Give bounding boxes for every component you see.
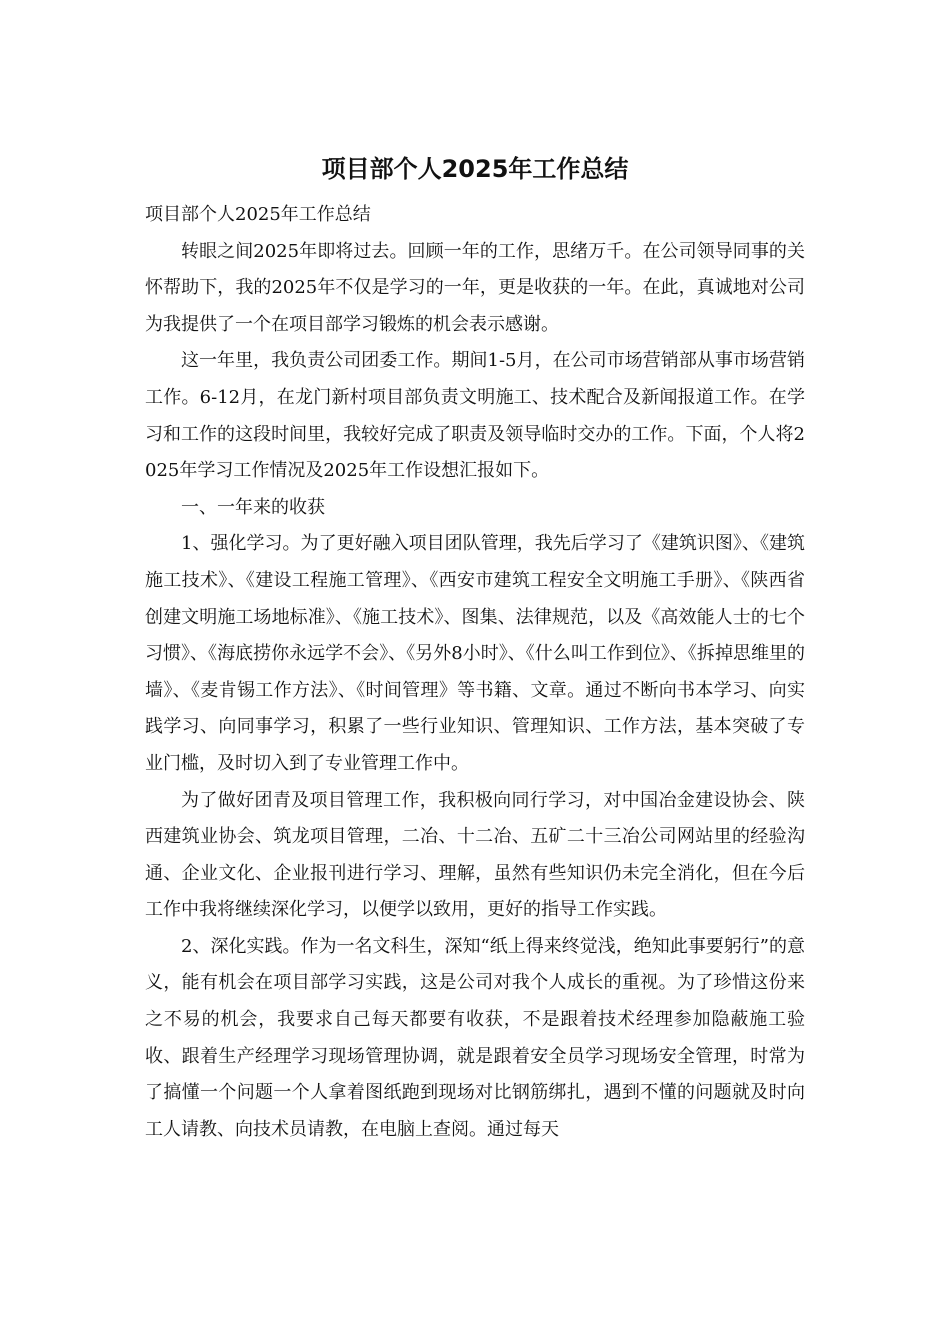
paragraph-intro: 转眼之间2025年即将过去。回顾一年的工作，思绪万千。在公司领导同事的关怀帮助下，我的2025年不仅是学习的一年，更是收获的一年。在此，真诚地对公司为我提供了一个在项目部学习锻炼的机会表示感谢。 <box>145 240 805 335</box>
document-subtitle: 项目部个人2025年工作总结 <box>145 204 371 225</box>
paragraph-strengthen-learning: 1、强化学习。为了更好融入项目团队管理，我先后学习了《建筑识图》、《建筑施工技术》、《建设工程施工管理》、《西安市建筑工程安全文明施工手册》、《陕西省创建文明施工场地标准》、《施工技术》、图集、法律规范，以及《高效能人士的七个习惯》、《海底捞你永远学不会》、《另外8小时》、《什么叫工作到位》、《拆掉思维里的墙》、《麦肯锡工作方法》、《时间管理》等书籍、文章。通过不断向书本学习、向实践学习、向同事学习，积累了一些行业知识、管理知识、工作方法，基本突破了专业门槛，及时切入到了专业管理工作中。 <box>145 533 805 774</box>
paragraph-deepen-practice: 2、深化实践。作为一名文科生，深知“纸上得来终觉浅，绝知此事要躬行”的意义，能有机会在项目部学习实践，这是公司对我个人成长的重视。为了珍惜这份来之不易的机会，我要求自己每天都要有收获，不是跟着技术经理参加隐蔽施工验收、跟着生产经理学习现场管理协调，就是跟着安全员学习现场安全管理，时常为了搞懂一个问题一个人拿着图纸跑到现场对比钢筋绑扎，遇到不懂的问题就及时向工人请教、向技术员请教，在电脑上查阅。通过每天 <box>145 935 805 1140</box>
document-title: 项目部个人2025年工作总结 <box>321 155 629 183</box>
paragraph-peer-learning: 为了做好团青及项目管理工作，我积极向同行学习，对中国冶金建设协会、陕西建筑业协会、筑龙项目管理，二冶、十二冶、五矿二十三冶公司网站里的经验沟通、企业文化、企业报刊进行学习、理解，虽然有些知识仍未完全消化，但在今后工作中我将继续深化学习，以便学以致用，更好的指导工作实践。 <box>145 789 805 921</box>
paragraph-duties: 这一年里，我负责公司团委工作。期间1-5月，在公司市场营销部从事市场营销工作。6-12月，在龙门新村项目部负责文明施工、技术配合及新闻报道工作。在学习和工作的这段时间里，我较好完成了职责及领导临时交办的工作。下面，个人将2025年学习工作情况及2025年工作设想汇报如下。 <box>145 350 805 482</box>
document-body <box>145 197 805 1148</box>
section-heading-harvest: 一、一年来的收获 <box>181 496 325 518</box>
